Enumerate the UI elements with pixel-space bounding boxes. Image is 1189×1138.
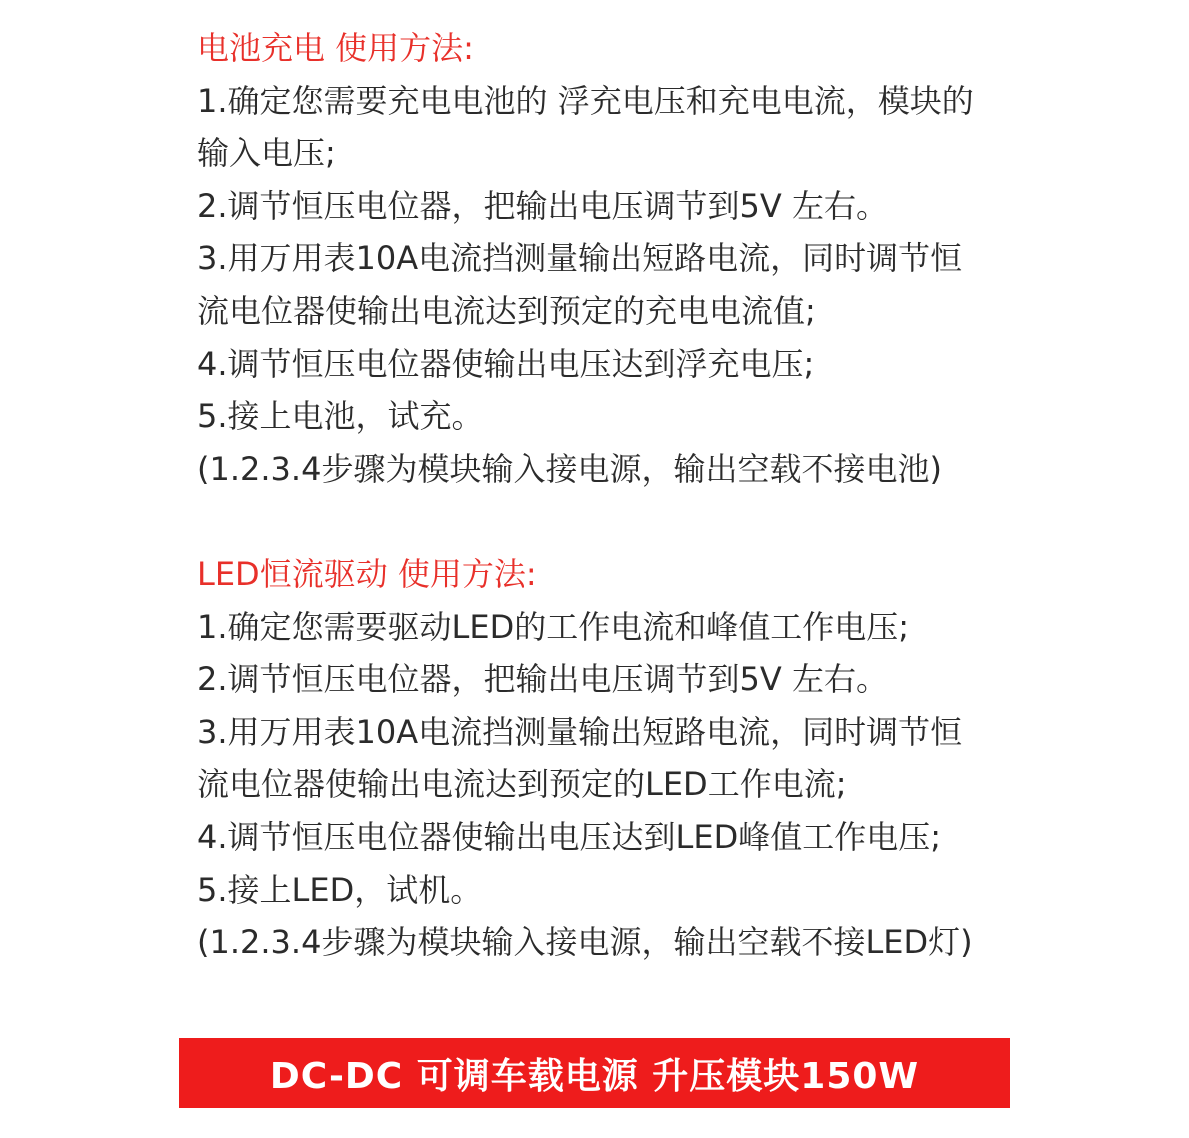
battery-step-line: 3.用万用表10A电流挡测量输出短路电流，同时调节恒	[197, 239, 963, 278]
battery-step-line: 1.确定您需要充电电池的 浮充电压和充电电流，模块的	[197, 81, 974, 120]
section-spacer	[197, 495, 1077, 548]
led-step-line: 4.调节恒压电位器使输出电压达到LED峰值工作电压;	[197, 817, 942, 856]
led-step-line: 1.确定您需要驱动LED的工作电流和峰值工作电压;	[197, 607, 910, 646]
led-section-heading: LED恒流驱动 使用方法:	[197, 554, 537, 593]
battery-step-line: 4.调节恒压电位器使输出电压达到浮充电压;	[197, 344, 815, 383]
battery-note: (1.2.3.4步骤为模块输入接电源，输出空载不接电池)	[197, 449, 942, 488]
battery-section-heading: 电池充电 使用方法:	[197, 29, 474, 67]
led-step-line: 流电位器使输出电流达到预定的LED工作电流;	[197, 765, 847, 804]
product-banner-title: DC-DC 可调车载电源 升压模块150W	[269, 1055, 920, 1097]
led-note: (1.2.3.4步骤为模块输入接电源，输出空载不接LED灯)	[197, 923, 973, 962]
led-step-line: 5.接上LED，试机。	[197, 870, 483, 909]
led-step-line: 2.调节恒压电位器，把输出电压调节到5V 左右。	[197, 660, 888, 699]
battery-step-line: 流电位器使输出电流达到预定的充电电流值;	[197, 291, 816, 330]
instructions-content	[197, 22, 1077, 969]
led-step-line: 3.用万用表10A电流挡测量输出短路电流，同时调节恒	[197, 712, 963, 751]
product-banner	[179, 1038, 1010, 1108]
battery-step-line: 输入电压;	[197, 134, 336, 173]
battery-step-line: 5.接上电池，试充。	[197, 397, 484, 436]
battery-step-line: 2.调节恒压电位器，把输出电压调节到5V 左右。	[197, 186, 888, 225]
